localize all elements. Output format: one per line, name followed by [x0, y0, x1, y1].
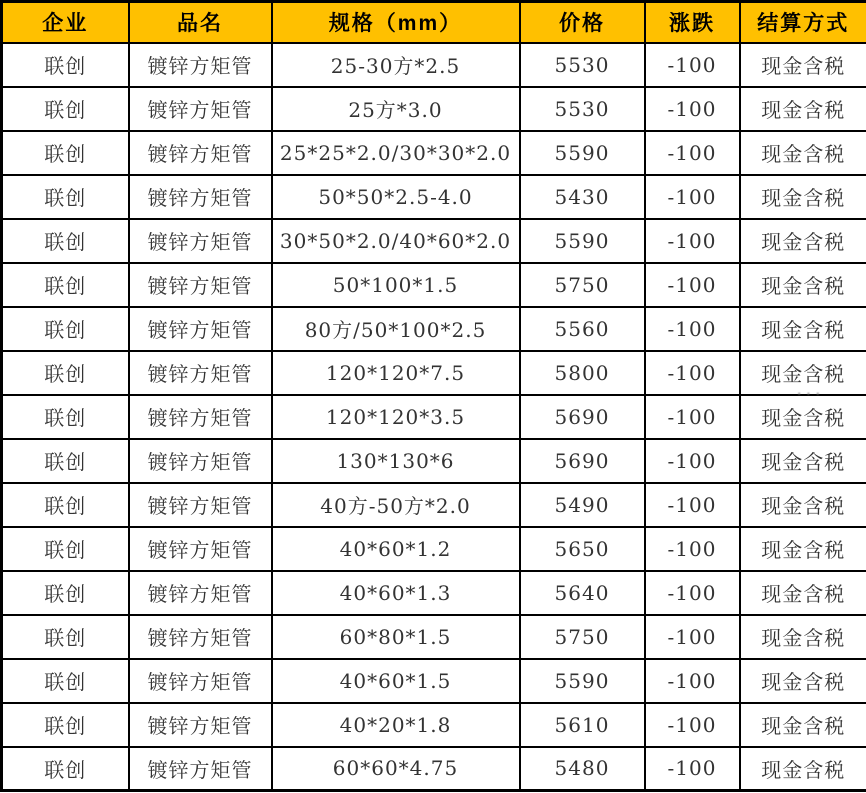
cell-product: 镀锌方矩管 — [129, 351, 272, 395]
cell-price: 5560 — [520, 307, 645, 351]
cell-product: 镀锌方矩管 — [129, 659, 272, 703]
table-row — [2, 43, 866, 87]
cell-settlement: 现金含税 — [740, 87, 866, 131]
cell-enterprise: 联创 — [2, 659, 129, 703]
cell-price: 5480 — [520, 747, 645, 791]
cell-settlement: 现金含税 — [740, 307, 866, 351]
cell-spec: 60*60*4.75 — [272, 747, 520, 791]
cell-price: 5750 — [520, 263, 645, 307]
cell-product: 镀锌方矩管 — [129, 219, 272, 263]
cell-price: 5590 — [520, 659, 645, 703]
cell-price: 5690 — [520, 439, 645, 483]
cell-product: 镀锌方矩管 — [129, 571, 272, 615]
column-header-product: 品名 — [129, 2, 272, 43]
table-body — [2, 43, 866, 791]
cell-settlement: 现金含税 — [740, 747, 866, 791]
cell-spec: 50*100*1.5 — [272, 263, 520, 307]
table-row — [2, 219, 866, 263]
column-header-change: 涨跌 — [645, 2, 740, 43]
table-row — [2, 659, 866, 703]
cell-enterprise: 联创 — [2, 87, 129, 131]
cell-spec: 130*130*6 — [272, 439, 520, 483]
column-header-settlement: 结算方式 — [740, 2, 866, 43]
cell-change: -100 — [645, 659, 740, 703]
cell-price: 5530 — [520, 87, 645, 131]
cell-change: -100 — [645, 483, 740, 527]
cell-spec: 25-30方*2.5 — [272, 43, 520, 87]
cell-enterprise: 联创 — [2, 307, 129, 351]
cell-change: -100 — [645, 263, 740, 307]
cell-change: -100 — [645, 131, 740, 175]
cell-price: 5490 — [520, 483, 645, 527]
column-header-enterprise: 企业 — [2, 2, 129, 43]
cell-enterprise: 联创 — [2, 571, 129, 615]
cell-spec: 40*60*1.5 — [272, 659, 520, 703]
cell-product: 镀锌方矩管 — [129, 483, 272, 527]
column-header-spec: 规格（mm） — [272, 2, 520, 43]
cell-product: 镀锌方矩管 — [129, 131, 272, 175]
table-row — [2, 263, 866, 307]
table-row — [2, 395, 866, 439]
cell-price: 5650 — [520, 527, 645, 571]
cell-spec: 25方*3.0 — [272, 87, 520, 131]
cell-price: 5640 — [520, 571, 645, 615]
cell-enterprise: 联创 — [2, 439, 129, 483]
cell-product: 镀锌方矩管 — [129, 307, 272, 351]
cell-product: 镀锌方矩管 — [129, 527, 272, 571]
cell-spec: 30*50*2.0/40*60*2.0 — [272, 219, 520, 263]
cell-enterprise: 联创 — [2, 351, 129, 395]
cell-price: 5610 — [520, 703, 645, 747]
cell-change: -100 — [645, 571, 740, 615]
cell-enterprise: 联创 — [2, 263, 129, 307]
cell-product: 镀锌方矩管 — [129, 263, 272, 307]
table-row — [2, 307, 866, 351]
cell-enterprise: 联创 — [2, 527, 129, 571]
cell-settlement: 现金含税 — [740, 527, 866, 571]
cell-enterprise: 联创 — [2, 395, 129, 439]
cell-settlement: 现金含税 — [740, 483, 866, 527]
cell-change: -100 — [645, 527, 740, 571]
cell-change: -100 — [645, 219, 740, 263]
table-row — [2, 527, 866, 571]
cell-spec: 40*20*1.8 — [272, 703, 520, 747]
cell-price: 5690 — [520, 395, 645, 439]
cell-settlement: 现金含税 — [740, 175, 866, 219]
cell-price: 5590 — [520, 131, 645, 175]
cell-spec: 120*120*7.5 — [272, 351, 520, 395]
cell-product: 镀锌方矩管 — [129, 175, 272, 219]
table-row — [2, 747, 866, 791]
cell-spec: 120*120*3.5 — [272, 395, 520, 439]
cell-enterprise: 联创 — [2, 615, 129, 659]
cell-product: 镀锌方矩管 — [129, 747, 272, 791]
cell-price: 5530 — [520, 43, 645, 87]
watermark-smudge: ··· — [795, 382, 825, 406]
cell-settlement: 现金含税 — [740, 703, 866, 747]
cell-enterprise: 联创 — [2, 43, 129, 87]
cell-enterprise: 联创 — [2, 483, 129, 527]
cell-change: -100 — [645, 615, 740, 659]
cell-spec: 40*60*1.2 — [272, 527, 520, 571]
cell-settlement: 现金含税 — [740, 615, 866, 659]
table-row — [2, 571, 866, 615]
cell-spec: 80方/50*100*2.5 — [272, 307, 520, 351]
cell-change: -100 — [645, 395, 740, 439]
header-row — [2, 2, 866, 43]
cell-settlement: 现金含税 — [740, 219, 866, 263]
cell-change: -100 — [645, 747, 740, 791]
cell-settlement: 现金含税 — [740, 395, 866, 439]
cell-enterprise: 联创 — [2, 175, 129, 219]
cell-product: 镀锌方矩管 — [129, 43, 272, 87]
table-row — [2, 131, 866, 175]
cell-settlement: 现金含税 — [740, 439, 866, 483]
cell-settlement: 现金含税 — [740, 571, 866, 615]
cell-change: -100 — [645, 703, 740, 747]
cell-price: 5800 — [520, 351, 645, 395]
table-row — [2, 483, 866, 527]
table-row — [2, 175, 866, 219]
cell-change: -100 — [645, 307, 740, 351]
cell-product: 镀锌方矩管 — [129, 395, 272, 439]
cell-change: -100 — [645, 87, 740, 131]
cell-change: -100 — [645, 351, 740, 395]
cell-spec: 50*50*2.5-4.0 — [272, 175, 520, 219]
column-header-price: 价格 — [520, 2, 645, 43]
cell-product: 镀锌方矩管 — [129, 615, 272, 659]
table-row — [2, 351, 866, 395]
cell-product: 镀锌方矩管 — [129, 439, 272, 483]
cell-settlement: 现金含税 — [740, 43, 866, 87]
cell-spec: 25*25*2.0/30*30*2.0 — [272, 131, 520, 175]
cell-spec: 60*80*1.5 — [272, 615, 520, 659]
cell-spec: 40*60*1.3 — [272, 571, 520, 615]
cell-spec: 40方-50方*2.0 — [272, 483, 520, 527]
cell-enterprise: 联创 — [2, 219, 129, 263]
cell-price: 5590 — [520, 219, 645, 263]
cell-price: 5430 — [520, 175, 645, 219]
cell-change: -100 — [645, 43, 740, 87]
cell-enterprise: 联创 — [2, 131, 129, 175]
table-row — [2, 703, 866, 747]
table-row — [2, 615, 866, 659]
table-row — [2, 87, 866, 131]
table-row — [2, 439, 866, 483]
cell-change: -100 — [645, 439, 740, 483]
cell-settlement: 现金含税 — [740, 263, 866, 307]
cell-change: -100 — [645, 175, 740, 219]
cell-product: 镀锌方矩管 — [129, 703, 272, 747]
cell-settlement: 现金含税 — [740, 351, 866, 395]
cell-settlement: 现金含税 — [740, 659, 866, 703]
cell-product: 镀锌方矩管 — [129, 87, 272, 131]
cell-enterprise: 联创 — [2, 747, 129, 791]
cell-settlement: 现金含税 — [740, 131, 866, 175]
cell-price: 5750 — [520, 615, 645, 659]
cell-enterprise: 联创 — [2, 703, 129, 747]
